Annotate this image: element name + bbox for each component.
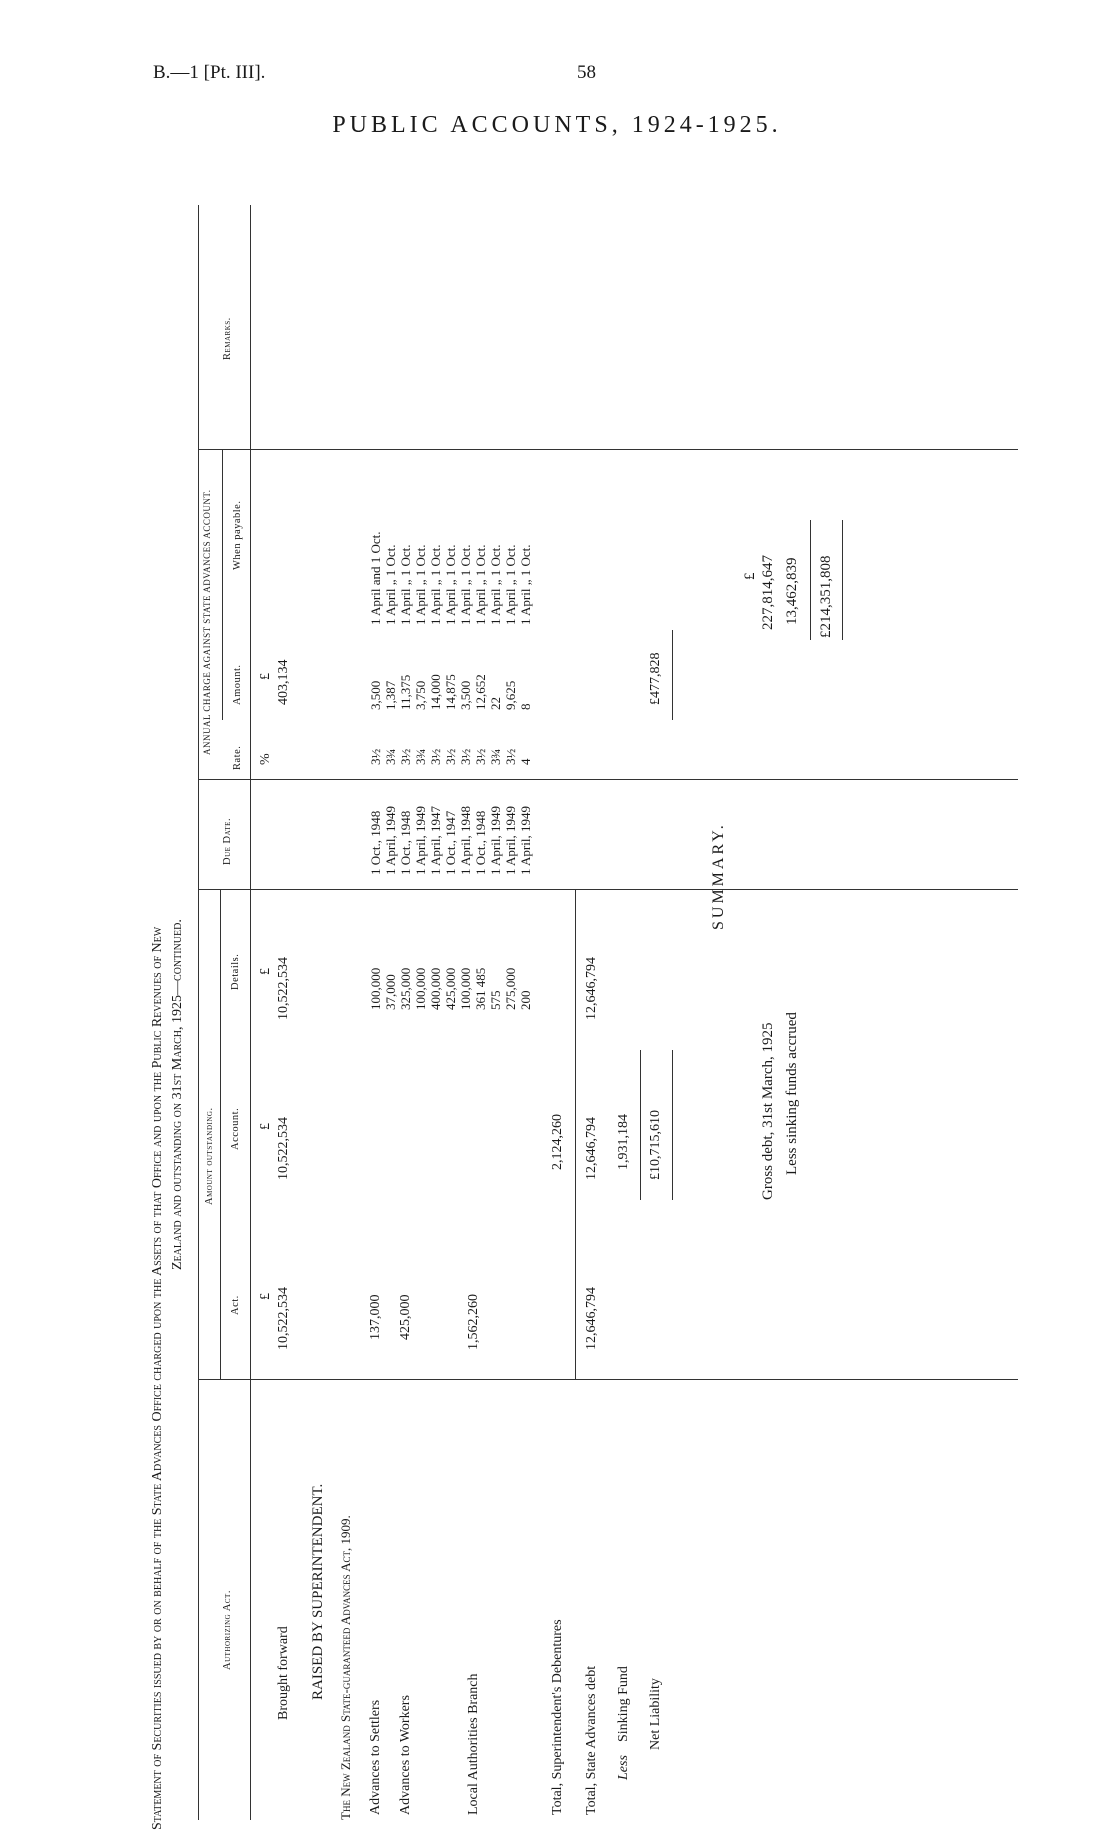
advances-workers-act: 425,000 bbox=[398, 1294, 413, 1340]
charge-double-rule bbox=[672, 630, 673, 720]
charge-amount-9: 22 bbox=[488, 697, 503, 710]
brought-forward-charge: 403,134 bbox=[276, 659, 291, 705]
detail-amount-7: 100,000 bbox=[458, 967, 473, 1010]
total-state-advances-details: 12,646,794 bbox=[584, 957, 599, 1020]
due-date-2: 1 April, 1949 bbox=[383, 806, 398, 875]
col-rule-3 bbox=[198, 779, 1018, 780]
statement-caption-line2: Zealand and outstanding on 31st March, 1925—continued. bbox=[170, 919, 185, 1270]
rate-7: 3½ bbox=[458, 748, 473, 765]
due-date-1: 1 Oct., 1948 bbox=[368, 810, 383, 875]
summary-double-rule bbox=[842, 520, 843, 640]
header-remarks: Remarks. bbox=[222, 317, 233, 360]
when-payable-2: 1 April „ 1 Oct. bbox=[383, 544, 398, 625]
currency-symbol-details: £ bbox=[258, 968, 273, 975]
rate-10: 3½ bbox=[503, 748, 518, 765]
summary-currency: £ bbox=[742, 572, 758, 580]
detail-amount-1: 100,000 bbox=[368, 967, 383, 1010]
totals-rule bbox=[575, 890, 576, 1380]
header-amount: Amount. bbox=[232, 664, 243, 705]
when-payable-3: 1 April „ 1 Oct. bbox=[398, 544, 413, 625]
charge-amount-10: 9,625 bbox=[503, 680, 518, 710]
col-rule-4 bbox=[198, 449, 1018, 450]
charge-amount-3: 11,375 bbox=[398, 674, 413, 710]
total-state-advances-label: Total, State Advances debt bbox=[584, 1665, 599, 1815]
summary-sinking-label: Less sinking funds accrued bbox=[784, 1012, 800, 1175]
due-date-8: 1 Oct., 1948 bbox=[473, 810, 488, 875]
due-date-7: 1 April, 1948 bbox=[458, 806, 473, 875]
brought-forward-account: 10,522,534 bbox=[276, 1117, 291, 1180]
charge-amount-11: 8 bbox=[518, 703, 533, 710]
total-superintendent-label: Total, Superintendent's Debentures bbox=[550, 1619, 565, 1815]
section-heading: RAISED BY SUPERINTENDENT. bbox=[310, 1483, 326, 1700]
charge-amount-4: 3,750 bbox=[413, 680, 428, 710]
when-payable-11: 1 April „ 1 Oct. bbox=[518, 544, 533, 625]
due-date-10: 1 April, 1949 bbox=[503, 806, 518, 875]
when-payable-1: 1 April and 1 Oct. bbox=[368, 531, 383, 625]
summary-sinking-value: 13,462,839 bbox=[784, 557, 800, 625]
header-annual-charge: ANNUAL CHARGE AGAINST STATE ADVANCES ACCOUNT. bbox=[202, 489, 212, 755]
table-top-rule bbox=[198, 205, 199, 1820]
rate-11: 4 bbox=[518, 758, 533, 765]
summary-net-value: £214,351,808 bbox=[818, 555, 834, 638]
net-liability-label: Net Liability bbox=[648, 1678, 663, 1750]
when-payable-8: 1 April „ 1 Oct. bbox=[473, 544, 488, 625]
net-rule bbox=[640, 1050, 641, 1200]
detail-amount-3: 325,000 bbox=[398, 967, 413, 1010]
charge-amount-1: 3,500 bbox=[368, 680, 383, 710]
report-reference: B.—1 [Pt. III]. bbox=[153, 62, 266, 83]
total-state-advances-act: 12,646,794 bbox=[584, 1287, 599, 1350]
when-payable-5: 1 April „ 1 Oct. bbox=[428, 544, 443, 625]
header-due-date: Due Date. bbox=[222, 817, 233, 865]
currency-symbol-account: £ bbox=[258, 1123, 273, 1130]
detail-amount-10: 275,000 bbox=[503, 967, 518, 1010]
when-payable-10: 1 April „ 1 Oct. bbox=[503, 544, 518, 625]
when-payable-6: 1 April „ 1 Oct. bbox=[443, 544, 458, 625]
header-act: Act. bbox=[230, 1295, 241, 1315]
header-when-payable: When payable. bbox=[232, 500, 243, 570]
advances-workers-label: Advances to Workers bbox=[398, 1695, 413, 1815]
header-amount-outstanding: Amount outstanding. bbox=[204, 1107, 215, 1205]
amount-outstanding-underline bbox=[220, 890, 221, 1380]
table-header-rule bbox=[250, 205, 251, 1820]
net-liability-charge: £477,828 bbox=[648, 652, 663, 705]
detail-amount-6: 425,000 bbox=[443, 967, 458, 1010]
currency-symbol-act: £ bbox=[258, 1293, 273, 1300]
rate-8: 3½ bbox=[473, 748, 488, 765]
total-state-advances-account: 12,646,794 bbox=[584, 1117, 599, 1180]
net-liability-account: £10,715,610 bbox=[648, 1110, 663, 1180]
local-authorities-act: 1,562,260 bbox=[466, 1294, 481, 1350]
brought-forward-act: 10,522,534 bbox=[276, 1287, 291, 1350]
detail-amount-8: 361 485 bbox=[473, 967, 488, 1010]
detail-amount-4: 100,000 bbox=[413, 967, 428, 1010]
charge-amount-2: 1,387 bbox=[383, 680, 398, 710]
rotated-statement-table bbox=[150, 190, 1010, 1830]
due-date-5: 1 April, 1947 bbox=[428, 806, 443, 875]
rate-3: 3½ bbox=[398, 748, 413, 765]
due-date-4: 1 April, 1949 bbox=[413, 806, 428, 875]
sinking-fund-less: Less bbox=[616, 1755, 631, 1780]
charge-amount-8: 12,652 bbox=[473, 674, 488, 710]
rate-4: 3¾ bbox=[413, 748, 428, 765]
due-date-9: 1 April, 1949 bbox=[488, 806, 503, 875]
due-date-6: 1 Oct., 1947 bbox=[443, 810, 458, 875]
statement-caption-line1: Statement of Securities issued by or on behalf of the State Advances Office charged upon the Assets of that Office and upon the Public Revenues of New bbox=[150, 926, 165, 1830]
net-double-rule bbox=[672, 1050, 673, 1200]
due-date-11: 1 April, 1949 bbox=[518, 806, 533, 875]
detail-amount-11: 200 bbox=[518, 990, 533, 1010]
percent-symbol: % bbox=[258, 753, 273, 765]
local-authorities-label: Local Authorities Branch bbox=[466, 1673, 481, 1815]
rate-9: 3¾ bbox=[488, 748, 503, 765]
header-details: Details. bbox=[230, 953, 241, 990]
when-payable-7: 1 April „ 1 Oct. bbox=[458, 544, 473, 625]
brought-forward-details: 10,522,534 bbox=[276, 957, 291, 1020]
header-authorizing-act: Authorizing Act. bbox=[222, 1590, 233, 1670]
col-rule-2 bbox=[198, 889, 1018, 890]
advances-settlers-act: 137,000 bbox=[368, 1294, 383, 1340]
detail-amount-2: 37,000 bbox=[383, 974, 398, 1010]
summary-gross-label: Gross debt, 31st March, 1925 bbox=[760, 1022, 776, 1200]
rate-1: 3½ bbox=[368, 748, 383, 765]
act-heading: The New Zealand State-guaranteed Advances Act, 1909. bbox=[338, 1515, 353, 1820]
rate-6: 3½ bbox=[443, 748, 458, 765]
summary-gross-value: 227,814,647 bbox=[760, 555, 776, 630]
summary-title: SUMMARY. bbox=[710, 822, 727, 930]
sinking-fund-label: Sinking Fund bbox=[616, 1666, 631, 1742]
total-superintendent-account: 2,124,260 bbox=[550, 1114, 565, 1170]
detail-amount-5: 400,000 bbox=[428, 967, 443, 1010]
advances-settlers-label: Advances to Settlers bbox=[368, 1699, 383, 1815]
charge-amount-6: 14,875 bbox=[443, 674, 458, 710]
when-payable-9: 1 April „ 1 Oct. bbox=[488, 544, 503, 625]
currency-symbol-charge: £ bbox=[258, 673, 273, 680]
col-rule-1 bbox=[198, 1379, 1018, 1380]
page-title: PUBLIC ACCOUNTS, 1924-1925. bbox=[332, 112, 782, 138]
rate-5: 3½ bbox=[428, 748, 443, 765]
sinking-fund-account: 1,931,184 bbox=[616, 1114, 631, 1170]
due-date-3: 1 Oct., 1948 bbox=[398, 810, 413, 875]
header-account: Account. bbox=[230, 1107, 241, 1150]
summary-rule bbox=[810, 520, 811, 640]
when-payable-4: 1 April „ 1 Oct. bbox=[413, 544, 428, 625]
charge-amount-5: 14,000 bbox=[428, 674, 443, 710]
rate-2: 3¾ bbox=[383, 748, 398, 765]
charge-amount-7: 3,500 bbox=[458, 680, 473, 710]
annual-charge-underline bbox=[222, 450, 223, 720]
detail-amount-9: 575 bbox=[488, 990, 503, 1010]
brought-forward-label: Brought forward bbox=[276, 1626, 291, 1720]
page-number: 58 bbox=[577, 62, 596, 83]
header-rate: Rate. bbox=[232, 745, 243, 770]
